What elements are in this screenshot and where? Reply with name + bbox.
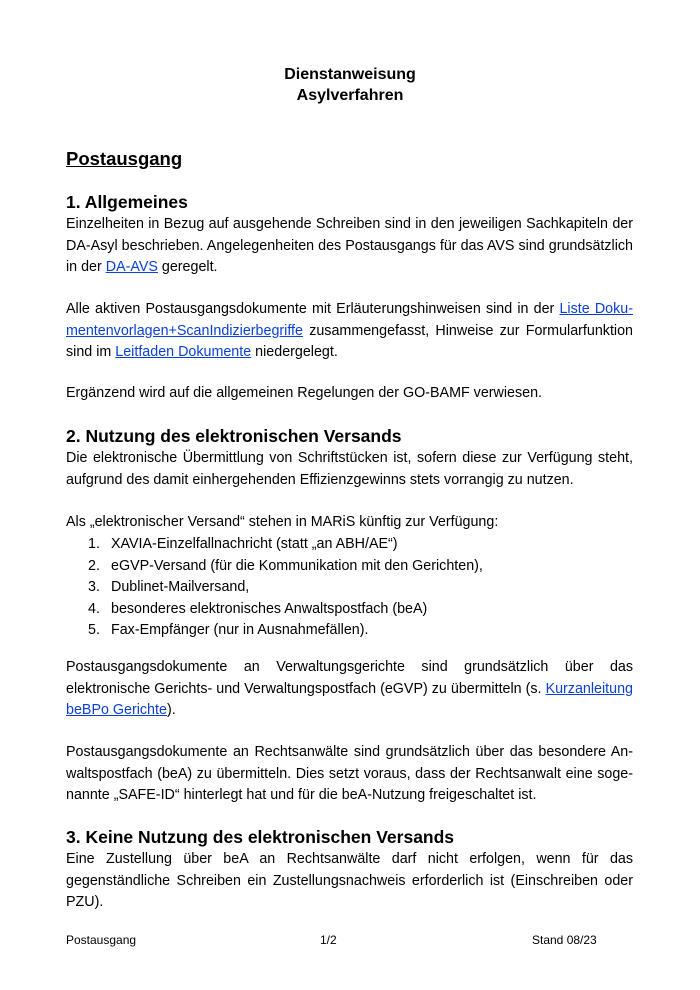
section-3-heading: 3. Keine Nutzung des elektronischen Versands (66, 827, 455, 847)
list-item: 1. XAVIA-Einzelfallnachricht (statt „an ABH/AE“) (88, 536, 398, 552)
section-1-heading: 1. Allgemeines (66, 192, 188, 212)
document-title (0, 64, 700, 106)
liste-dokumentenvorlagen-link[interactable]: Liste Dokumentenvorlagen+ScanIndizierbegriffe (66, 301, 633, 339)
section-2-paragraph-4: Postausgangsdokumente an Rechtsanwälte sind grundsätzlich über das besondere Anwaltspostfach (beA) zu übermitteln. Dies setzt voraus, dass der Rechtsanwalt eine sogenannte „SAFE-ID“ hinterlegt hat und für die beA-Nutzung freigeschaltet ist. (66, 744, 633, 803)
footer-left: Postausgang (66, 933, 137, 947)
footer-date: Stand 08/23 (532, 933, 597, 947)
title-line-1: Dienstanweisung (284, 66, 416, 83)
leitfaden-dokumente-link[interactable]: Leitfaden Dokumente (115, 344, 252, 360)
list-item: 3. Dublinet-Mailversand, (88, 579, 250, 595)
main-heading: Postausgang (66, 148, 183, 169)
kurzanleitung-bebpo-link[interactable]: Kurzanleitung beBPo Gerichte (66, 680, 633, 718)
section-1-paragraph-3: Ergänzend wird auf die allgemeinen Regelungen der GO-BAMF verwiesen. (66, 385, 543, 401)
title-line-2: Asylverfahren (296, 87, 404, 104)
list-item: 2. eGVP-Versand (für die Kommunikation mit den Gerichten), (88, 557, 483, 574)
section-2-paragraph-2: Als „elektronischer Versand“ stehen in MARiS künftig zur Verfügung: (66, 514, 499, 530)
da-avs-link[interactable]: DA-AVS (105, 259, 158, 275)
section-1-paragraph-1: Einzelheiten in Bezug auf ausgehende Schreiben sind in den jeweiligen Sachkapiteln der DA-Asyl beschrieben. Angelegenheiten des Postausgangs für das AVS sind grundsätzlich in der DA-AVS geregelt. (66, 216, 633, 275)
footer-page-number: 1/2 (320, 933, 337, 947)
list-item: 5. Fax-Empfänger (nur in Ausnahmefällen). (88, 622, 369, 638)
section-1-paragraph-2: Alle aktiven Postausgangsdokumente mit Erläuterungshinweisen sind in der Liste Dokumentenvorlagen+ScanIndizierbegriffe zusammengefasst, Hinweise zur Formularfunktion sind im Leitfaden Dokumente niedergelegt. (66, 301, 633, 360)
section-2-heading: 2. Nutzung des elektronischen Versands (66, 426, 402, 446)
versand-list (66, 534, 633, 642)
section-2-paragraph-3: Postausgangsdokumente an Verwaltungsgerichte sind grundsätzlich über das elektronische Gerichts- und Verwaltungspostfach (eGVP) zu übermitteln (s. Kurzanleitung beBPo Gerichte). (66, 659, 633, 718)
list-item: 4. besonderes elektronisches Anwaltspostfach (beA) (88, 600, 428, 617)
section-3-paragraph-1: Eine Zustellung über beA an Rechtsanwälte darf nicht erfolgen, wenn für das gegenständliche Schreiben ein Zustellungsnachweis erforderlich ist (Einschreiben oder PZU). (66, 851, 633, 910)
section-2-paragraph-1: Die elektronische Übermittlung von Schriftstücken ist, sofern diese zur Verfügung steht, aufgrund des damit einhergehenden Effizienzgewinns stets vorrangig zu nutzen. (66, 450, 633, 488)
